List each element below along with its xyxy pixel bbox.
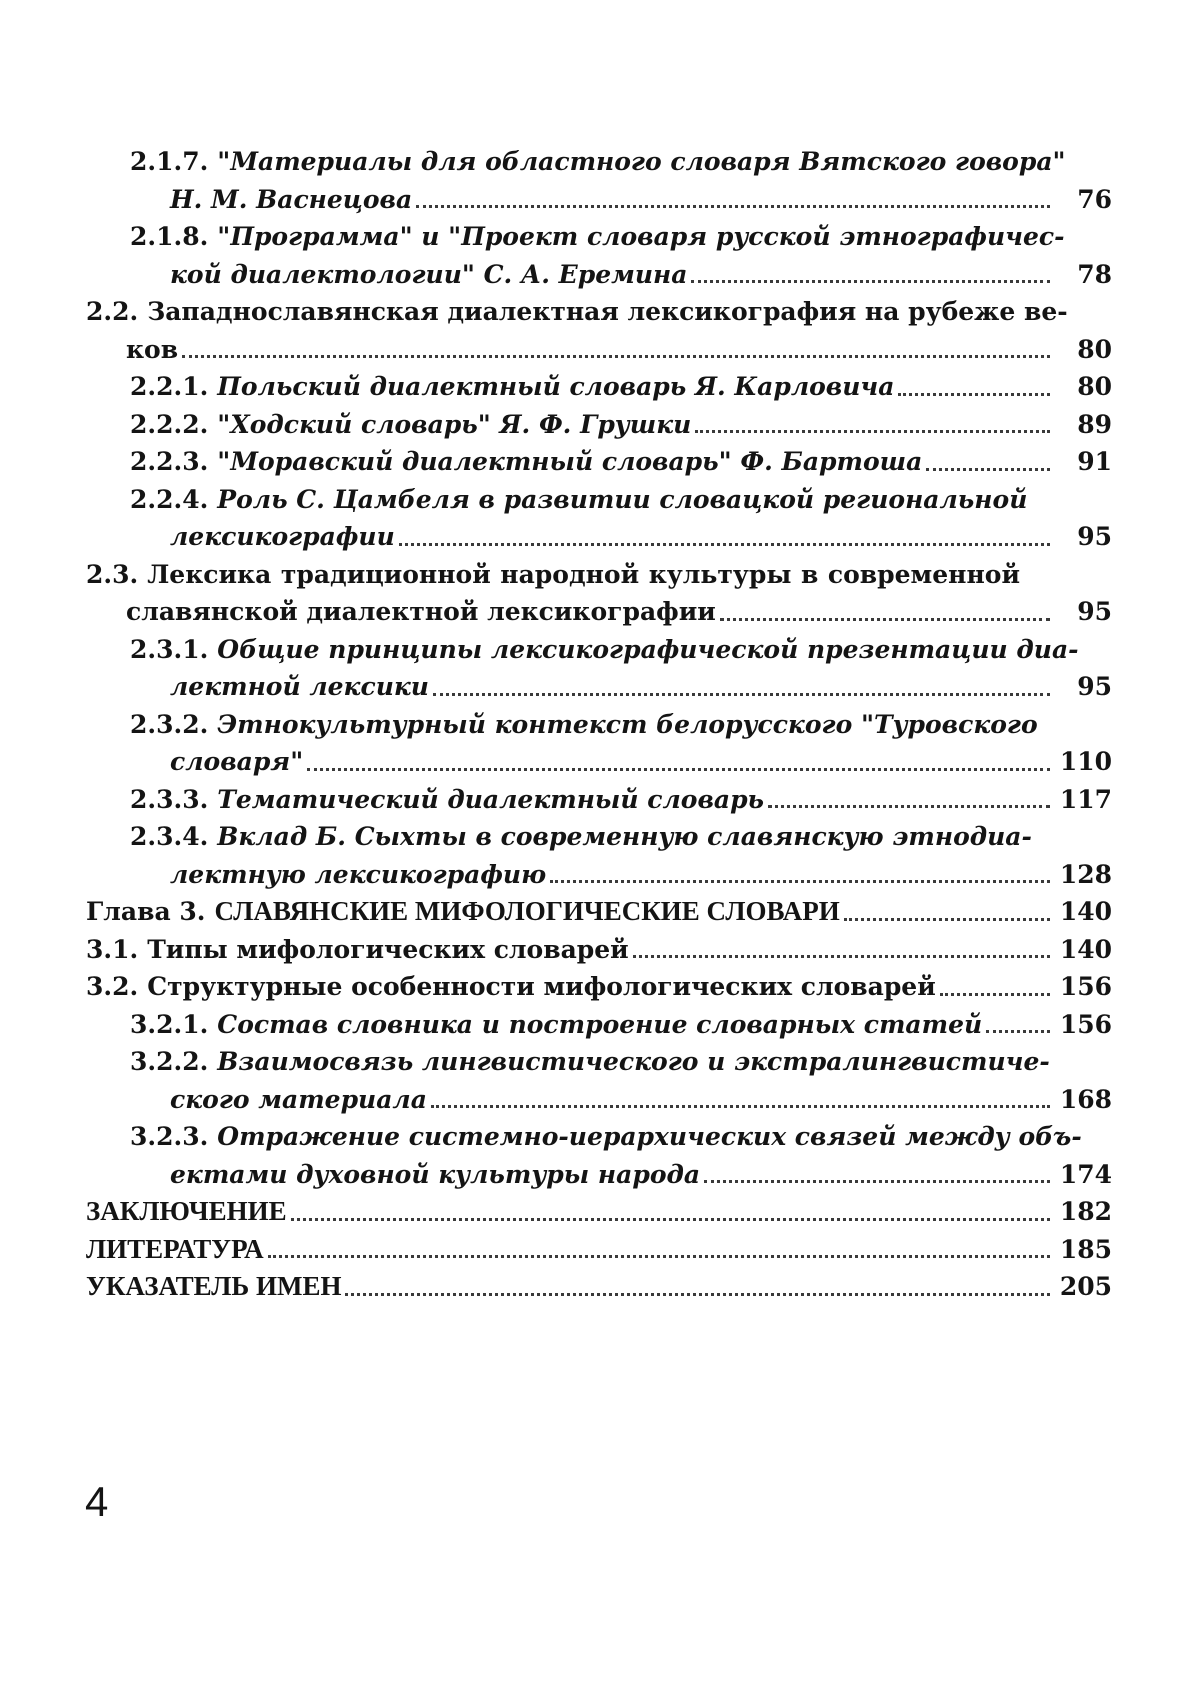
toc-page-number: 128	[1059, 859, 1112, 889]
toc-entry-number: 2.3.3.	[130, 784, 209, 814]
toc-entry-title: лексикографии	[170, 522, 395, 551]
dot-leader	[416, 205, 1050, 208]
toc-entry-title: Вклад Б. Сыхты в современную славянскую этнодиа-	[217, 822, 1032, 851]
toc-entry-number: 2.3.1.	[130, 634, 209, 664]
toc-entry-number: 2.2.4.	[130, 484, 209, 514]
toc-page-number: 76	[1077, 184, 1112, 214]
toc-entry	[86, 481, 1112, 556]
toc-entry	[86, 406, 1112, 444]
toc-page-number: 156	[1059, 972, 1112, 1001]
toc-entry-title: ков	[126, 334, 179, 364]
toc-line	[86, 706, 1112, 744]
toc-entry-number: 2.1.7.	[130, 147, 209, 176]
toc-page-number: 168	[1059, 1084, 1112, 1114]
toc-entry-number: Глава 3.	[86, 897, 206, 926]
toc-entry-title: ектами духовной культуры народа	[170, 1159, 701, 1189]
toc-entry	[86, 1268, 1112, 1306]
toc-entry-title: Взаимосвязь лингвистического и экстралингвистиче-	[217, 1047, 1050, 1076]
dot-leader	[691, 280, 1050, 283]
toc-entry-title: Роль С. Цамбеля в развитии словацкой региональной	[217, 484, 1028, 514]
toc-page-number: 78	[1077, 259, 1112, 289]
toc-entry	[86, 1043, 1112, 1118]
toc-entry	[86, 931, 1112, 969]
dot-leader	[550, 880, 1050, 883]
toc-entry-title: Структурные особенности мифологических словарей	[147, 972, 936, 1001]
toc-entry-number: 3.1.	[86, 934, 139, 964]
toc-entry-title: Состав словника и построение словарных статей	[217, 1009, 983, 1039]
toc-entry-title: славянской диалектной лексикографии	[126, 597, 716, 626]
toc-entry-number: 2.3.	[86, 559, 139, 589]
toc-entry-title: ЛИТЕРАТУРА	[86, 1233, 264, 1264]
table-of-contents	[86, 143, 1112, 1306]
toc-line	[86, 818, 1112, 856]
toc-line	[86, 931, 1112, 969]
dot-leader	[704, 1180, 1050, 1183]
toc-entry	[86, 443, 1112, 481]
toc-line	[86, 181, 1112, 219]
toc-entry	[86, 1193, 1112, 1231]
toc-line	[86, 1156, 1112, 1194]
toc-line	[86, 631, 1112, 669]
toc-page-number: 140	[1059, 934, 1112, 964]
toc-entry-title: Общие принципы лексикографической презентации диа-	[217, 634, 1079, 664]
toc-entry	[86, 818, 1112, 893]
toc-entry	[86, 706, 1112, 781]
toc-entry	[86, 143, 1112, 218]
toc-entry-title: лектную лексикографию	[170, 859, 547, 889]
toc-line	[86, 518, 1112, 556]
toc-page-number: 174	[1059, 1159, 1112, 1189]
toc-line	[86, 781, 1112, 819]
toc-line	[86, 293, 1112, 331]
toc-entry-number: 3.2.2.	[130, 1047, 209, 1076]
toc-entry	[86, 556, 1112, 631]
toc-entry-title: словаря"	[170, 747, 304, 776]
toc-entry-number: 2.1.8.	[130, 222, 209, 251]
toc-entry-title: Лексика традиционной народной культуры в современной	[147, 559, 1020, 589]
dot-leader	[844, 918, 1050, 921]
toc-entry-title: СЛАВЯНСКИЕ МИФОЛОГИЧЕСКИЕ СЛОВАРИ	[214, 896, 840, 926]
toc-entry-title: Н. М. Васнецова	[170, 184, 413, 214]
toc-line	[86, 1081, 1112, 1119]
toc-entry-title: Отражение системно-иерархических связей между объ-	[217, 1122, 1082, 1151]
toc-entry-number: 2.2.	[86, 297, 139, 326]
toc-line	[86, 143, 1112, 181]
toc-line	[86, 893, 1112, 931]
toc-page-number: 185	[1059, 1234, 1112, 1264]
toc-entry-title: Типы мифологических словарей	[147, 934, 629, 964]
toc-line	[86, 218, 1112, 256]
toc-line	[86, 406, 1112, 444]
toc-entry-title: Польский диалектный словарь Я. Карловича	[217, 372, 895, 401]
toc-line	[86, 1268, 1112, 1306]
toc-line	[86, 443, 1112, 481]
toc-entry	[86, 781, 1112, 819]
toc-entry	[86, 893, 1112, 931]
toc-entry-number: 2.2.1.	[130, 372, 209, 401]
dot-leader	[345, 1293, 1050, 1296]
toc-entry-title: "Программа" и "Проект словаря русской этнографичес-	[217, 222, 1065, 251]
toc-line	[86, 968, 1112, 1006]
page-number: 4	[85, 1478, 109, 1525]
dot-leader	[291, 1218, 1050, 1221]
dot-leader	[940, 993, 1050, 996]
toc-page-number: 80	[1077, 372, 1112, 401]
toc-line	[86, 331, 1112, 369]
toc-entry	[86, 1231, 1112, 1269]
toc-page-number: 80	[1077, 334, 1112, 364]
toc-entry-title: "Ходский словарь" Я. Ф. Грушки	[217, 409, 692, 439]
dot-leader	[986, 1030, 1050, 1033]
toc-entry-number: 2.2.3.	[130, 447, 209, 476]
dot-leader	[633, 955, 1050, 958]
toc-line	[86, 1231, 1112, 1269]
toc-entry	[86, 368, 1112, 406]
toc-line	[86, 481, 1112, 519]
toc-page-number: 95	[1077, 597, 1112, 626]
toc-entry-title: кой диалектологии" С. А. Еремина	[170, 259, 688, 289]
toc-entry	[86, 968, 1112, 1006]
dot-leader	[307, 768, 1050, 771]
toc-entry-number: 2.2.2.	[130, 409, 209, 439]
dot-leader	[898, 393, 1050, 396]
dot-leader	[182, 355, 1050, 358]
toc-entry-number: 2.3.4.	[130, 822, 209, 851]
toc-page-number: 117	[1059, 784, 1112, 814]
toc-line	[86, 1118, 1112, 1156]
toc-page-number: 89	[1077, 409, 1112, 439]
toc-entry-number: 3.2.3.	[130, 1122, 209, 1151]
toc-entry	[86, 1118, 1112, 1193]
toc-page-number: 95	[1077, 522, 1112, 551]
toc-line	[86, 856, 1112, 894]
dot-leader	[268, 1255, 1050, 1258]
toc-page-number: 91	[1077, 447, 1112, 476]
toc-entry-title: Западнославянская диалектная лексикография на рубеже ве-	[147, 297, 1068, 326]
toc-line	[86, 668, 1112, 706]
toc-line	[86, 256, 1112, 294]
toc-line	[86, 593, 1112, 631]
toc-page-number: 110	[1059, 747, 1112, 776]
toc-entry-number: 2.3.2.	[130, 709, 209, 739]
toc-entry-number: 3.2.	[86, 972, 139, 1001]
toc-entry-title: Этнокультурный контекст белорусского "Туровского	[217, 709, 1038, 739]
toc-page-number: 156	[1059, 1009, 1112, 1039]
dot-leader	[926, 468, 1050, 471]
dot-leader	[768, 805, 1050, 808]
toc-page-number: 182	[1059, 1197, 1112, 1226]
dot-leader	[720, 618, 1050, 621]
toc-entry-title: ЗАКЛЮЧЕНИЕ	[86, 1196, 287, 1226]
toc-line	[86, 743, 1112, 781]
toc-page-number: 205	[1059, 1272, 1112, 1301]
toc-entry-title: Тематический диалектный словарь	[217, 784, 765, 814]
dot-leader	[399, 543, 1050, 546]
toc-entry-title: "Материалы для областного словаря Вятского говора"	[217, 147, 1066, 176]
toc-entry-title: "Моравский диалектный словарь" Ф. Бартоша	[217, 447, 923, 476]
dot-leader	[431, 1105, 1050, 1108]
toc-entry-title: лектной лексики	[170, 672, 429, 701]
dot-leader	[695, 430, 1050, 433]
toc-entry-number: 3.2.1.	[130, 1009, 209, 1039]
toc-line	[86, 1006, 1112, 1044]
toc-page-number: 95	[1077, 672, 1112, 701]
toc-line	[86, 368, 1112, 406]
toc-entry	[86, 293, 1112, 368]
toc-entry-title: ского материала	[170, 1084, 427, 1114]
dot-leader	[433, 693, 1050, 696]
toc-line	[86, 1043, 1112, 1081]
toc-entry	[86, 1006, 1112, 1044]
toc-entry-title: УКАЗАТЕЛЬ ИМЕН	[86, 1271, 342, 1301]
toc-line	[86, 1193, 1112, 1231]
toc-page-number: 140	[1059, 897, 1112, 926]
toc-entry	[86, 631, 1112, 706]
toc-line	[86, 556, 1112, 594]
toc-entry	[86, 218, 1112, 293]
